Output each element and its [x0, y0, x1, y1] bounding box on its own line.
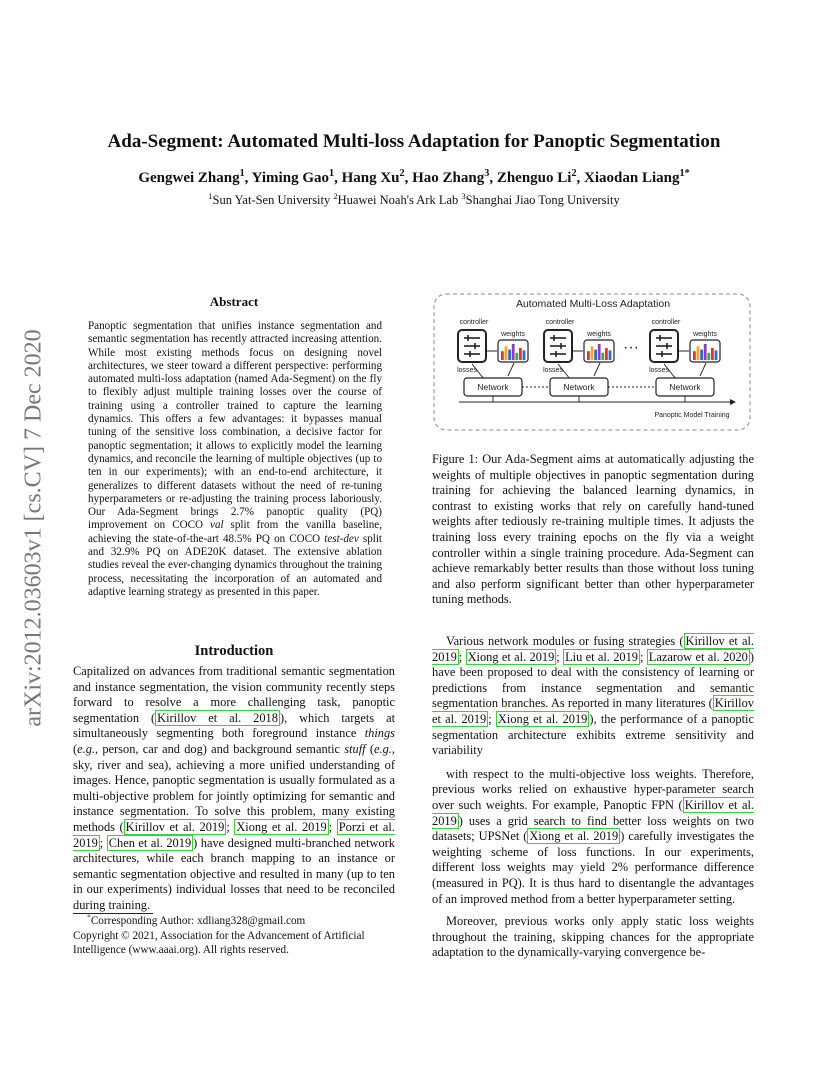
- weight-bar: [508, 350, 511, 360]
- arrow-weights-to-network: [508, 363, 514, 376]
- losses-label: losses: [543, 367, 563, 374]
- citation-link[interactable]: Xiong et al. 2019: [529, 829, 619, 844]
- panoptic-model-training-label: Panoptic Model Training: [654, 412, 730, 419]
- abstract-heading: Abstract: [209, 294, 259, 309]
- citation-link[interactable]: Kirillov et al. 2019: [125, 819, 225, 834]
- timeline-arrowhead: [730, 399, 736, 405]
- weight-bar: [700, 350, 703, 360]
- weight-bar: [515, 353, 518, 360]
- citation-link[interactable]: Kirillov et al. 2019: [432, 797, 754, 828]
- weights-label: weights: [501, 331, 525, 338]
- citation-link[interactable]: Porzi et al. 2019: [73, 819, 395, 850]
- citation-link[interactable]: Xiong et al. 2019: [467, 649, 555, 664]
- citation-link[interactable]: Kirillov et al. 2019: [432, 634, 754, 664]
- arrow-weights-to-network: [700, 363, 706, 376]
- footnote: *Corresponding Author: xdliang328@gmail.com Copyright © 2021, Association for the Advancement of Artificial Intelligence (www.aaai.org). All rights reserved.: [73, 912, 365, 956]
- abstract-text: Panoptic segmentation that unifies instance segmentation and semantic segmentation has recently attracted increasing attention. While most existing methods focus on designing novel architectures, we steer toward a different perspective: performing automated multi-loss adaptation (named Ada-Segment) on the fly to flexibly adjust multiple training losses over the course of training using a controller trained to capture the learning dynamics. This offers a few advantages: it bypasses manual tuning of the sensitive loss combination, a decisive factor for panoptic segmentation; it allows to explicitly model the learning dynamics, and reconcile the learning of multiple objectives (up to ten in our experiments); with an end-to-end architecture, it generalizes to different datasets without the need of re-tuning hyperparameters or re-adjusting the training process laboriously. Our Ada-Segment brings 2.7% panoptic quality (PQ) improvement on COCO val split from the vanilla baseline, achieving the state-of-the-art 48.5% PQ on COCO test-dev split and 32.9% PQ on ADE20K dataset. The extensive ablation studies reveal the ever-changing dynamics throughout the training process, necessitating the incorporation of an automated and adaptive learning strategy as presented in this paper.: [88, 320, 383, 598]
- citation-link[interactable]: Xiong et al. 2019: [497, 711, 588, 726]
- losses-label: losses: [457, 367, 477, 374]
- weight-bar: [523, 350, 526, 360]
- weight-bar: [587, 351, 590, 360]
- paragraph: with respect to the multi-objective loss weights. Therefore, previous works relied on exhaustive hyper-parameter search over such weights. For example, Panoptic FPN ( Kirillov et al. 2019 ) uses a grid search to find better loss weights on two datasets; UPSNet ( Xiong et al. 2019 ) carefully investigates the weighting scheme of loss functions. In our experiments, different loss weights may yield 2% performance difference (measured in PQ). It is thus hard to disentangle the advantages of an improved method from a better hyperparameter setting.: [432, 766, 754, 906]
- introduction-heading: Introduction: [194, 643, 274, 659]
- ellipsis: ···: [623, 339, 639, 356]
- weights-label: weights: [693, 331, 717, 338]
- weight-bar: [605, 348, 608, 360]
- figure-title: Automated Multi-Loss Adaptation: [515, 298, 671, 310]
- citation-link[interactable]: Liu et al. 2019: [565, 649, 639, 664]
- network-label: Network: [669, 382, 701, 392]
- weight-bar: [707, 353, 710, 360]
- weight-bar: [519, 348, 522, 360]
- weight-bar: [601, 353, 604, 360]
- citation-link[interactable]: Kirillov et al. 2019: [432, 696, 754, 726]
- citation-link[interactable]: Chen et al. 2019: [108, 835, 192, 850]
- figure-diagram: [432, 292, 754, 432]
- weight-bar: [501, 351, 504, 360]
- weights-label: weights: [587, 331, 611, 338]
- citation-link[interactable]: Lazarow et al. 2020: [648, 649, 748, 664]
- citation-link[interactable]: Xiong et al. 2019: [236, 819, 327, 834]
- arxiv-stamp: arXiv:2012.03603v1 [cs.CV] 7 Dec 2020: [20, 329, 47, 727]
- controller-label: controller: [545, 319, 575, 326]
- network-label: Network: [563, 382, 595, 392]
- losses-label: losses: [649, 367, 669, 374]
- weight-bar: [704, 344, 707, 360]
- weight-bar: [697, 346, 700, 360]
- paper-title: Ada-Segment: Automated Multi-loss Adaptation for Panoptic Segmentation: [107, 131, 721, 152]
- weight-bar: [591, 346, 594, 360]
- controller-label: controller: [651, 319, 681, 326]
- weight-bar: [693, 351, 696, 360]
- network-label: Network: [477, 382, 509, 392]
- weight-bar: [598, 344, 601, 360]
- weight-bar: [505, 346, 508, 360]
- affiliations: $^1$Sun Yat-Sen University $^2$Huawei Noah's Ark Lab $^3$Shanghai Jiao Tong University: [208, 190, 620, 207]
- right-column-text: [432, 634, 754, 961]
- figure-caption: Figure 1: Our Ada-Segment aims at automatically adjusting the weights of multiple objectives in panoptic segmentation during training for achieving the balanced learning dynamics, in contrast to existing works that rely on carefully hand-tuned weights after tediously re-training multiple times. It adjusts the training loss every training epochs on the fly via a weight controller within a single training procedure. Ada-Segment can achieve remarkably better results than those without loss tuning and also perform significant better than other hyperparameter tuning methods.: [432, 452, 754, 607]
- weight-bar: [594, 350, 597, 360]
- paragraph: Moreover, previous works only apply static loss weights throughout the training, skipping chances for the appropriate adaptation to the dynamically-varying convergence be-: [432, 914, 754, 960]
- author-list: Gengwei Zhang$^1$, Yiming Gao$^1$, Hang Xu$^2$, Hao Zhang$^3$, Zhenguo Li$^2$, Xiaodan Liang$^{1*}$: [138, 168, 690, 186]
- weight-bar: [711, 348, 714, 360]
- introduction-text: Capitalized on advances from traditional semantic segmentation and instance segmentation, the vision community recently steps forward to resolve a more challenging task, panoptic segmentation ( Kirillov et al. 2018 ), which targets at simultaneously segmenting both foreground instance things (e.g., person, car and dog) and background semantic stuff (e.g., sky, river and sea), achieving a more unified understanding of images. Hence, panoptic segmentation is usually formulated as a multi-objective problem for jointly optimizing for semantic and instance segmentation. To solve this problem, many existing methods ( Kirillov et al. 2019 ; Xiong et al. 2019 ; Porzi et al. 2019 ; Chen et al. 2019 ) have designed multi-branched network architectures, while each branch mapping to an instance or semantic segmentation objective and resulted in many (up to ten in our experiments) individual losses that need to be reconciled during training.: [73, 664, 396, 912]
- weight-bar: [609, 350, 612, 360]
- arrow-weights-to-network: [594, 363, 600, 376]
- paragraph: Various network modules or fusing strategies ( Kirillov et al. 2019 ; Xiong et al. 2019 ; Liu et al. 2019 ; Lazarow et al. 2020 ) have been proposed to deal with the consistency of learning or predictions from instance segmentation and semantic segmentation branches. As reported in many literatures ( Kirillov et al. 2019 ; Xiong et al. 2019 ), the performance of a panoptic segmentation architecture exhibits extreme sensitivity and variability: [432, 634, 755, 758]
- controller-label: controller: [459, 319, 489, 326]
- weight-bar: [715, 350, 718, 360]
- citation-link[interactable]: Kirillov et al. 2018: [157, 710, 278, 725]
- weight-bar: [512, 344, 515, 360]
